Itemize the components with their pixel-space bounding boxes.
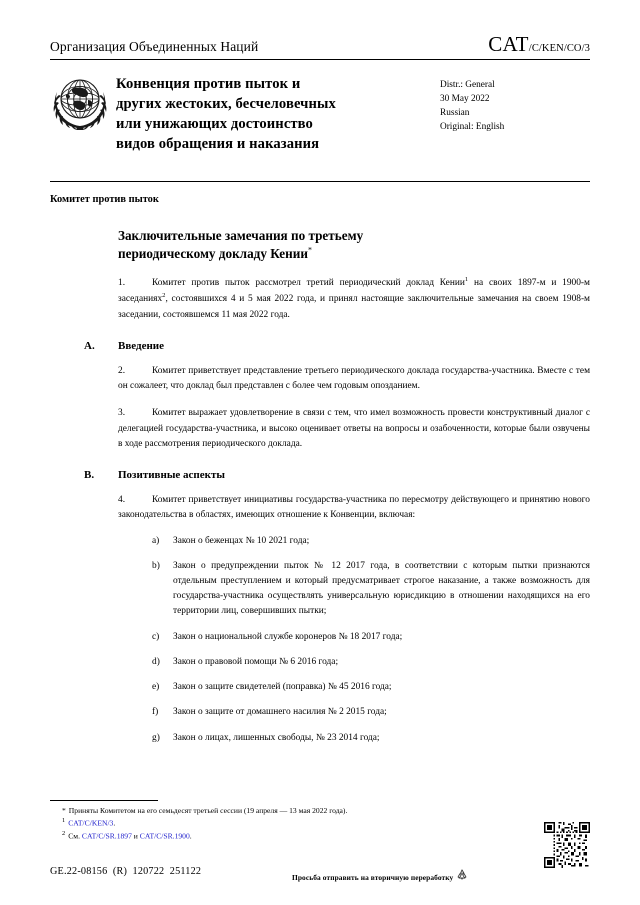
footnote-2-link-2[interactable]: CAT/C/SR.1900 [139,831,190,841]
page-title-line-2-wrap [118,245,590,263]
paragraph-1-text-b: на своих 1897-м и 1900-м заседаниях [118,278,590,305]
masthead-divider [50,59,590,60]
qr-code-icon [544,822,590,868]
qr-code [544,822,590,873]
list-item [118,534,590,549]
paragraph-1-footnote-2: 2 [162,292,166,300]
distribution-original: Original: English [440,122,505,133]
convention-title-line-4: видов обращения и наказания [116,135,320,152]
list-item-marker: a) [152,535,160,546]
organization-name: Организация Объединенных Наций [50,39,259,55]
footnote-2-link-1[interactable]: CAT/C/SR.1897 [81,831,132,841]
list-item-text: Закон о предупреждении пыток № 12 2017 года, в соответствии с которым пытки признаются отдельным преступлением и который предусматривает строгое наказание, а также возможность для государства-участника осуществлять универсальную юрисдикцию в отношении находящихся на его территории лиц, совершивших пытки; [173,560,590,617]
paragraph-1-text-c: , состоявшихся 4 и 5 мая 2022 года, и принял настоящие заключительные замечания на своем 1908-м заседании, состоявшемся 11 мая 2022 года. [118,294,590,320]
list-item-marker: c) [152,631,160,642]
paragraph-4-number: 4. [118,495,126,506]
page-title-line-2: периодическому докладу Кении [118,245,308,261]
footnote-1-link[interactable]: CAT/C/KEN/3 [68,818,114,828]
title-band [50,71,590,167]
list-item [118,655,590,670]
page-title [118,227,590,263]
document-symbol [488,34,590,56]
convention-title [116,71,440,154]
paragraph-1-text-a: Комитет против пыток рассмотрел третий периодический доклад Кении [152,278,465,289]
paragraph-2 [118,364,590,394]
section-heading-a [84,340,590,352]
distribution-type: Distr.: General [440,80,495,90]
symbol-main: CAT [488,32,529,56]
list-item-text: Закон о защите от домашнего насилия № 2 2015 года; [173,707,387,718]
paragraph-4 [118,493,590,523]
section-a-title: Введение [118,339,165,352]
convention-title-line-2: других жестоких, бесчеловечных [116,95,336,112]
footnotes [50,800,590,842]
footnote-star-text: Приняты Комитетом на его семьдесят третьей сессии (19 апреля — 13 мая 2022 года). [68,806,348,815]
paragraph-3 [118,406,590,452]
page-title-line-1: Заключительные замечания по третьему [118,228,364,243]
footnote-2 [50,829,590,842]
list-item-marker: e) [152,682,160,693]
list-item [118,559,590,620]
distribution-language: Russian [440,108,470,119]
list-item-text: Закон о национальной службе коронеров № 18 2017 года; [173,631,403,642]
footnote-star-marker: * [62,806,66,815]
paragraph-1 [118,275,590,323]
list-item-text: Закон о защите свидетелей (поправка) № 45 2016 года; [173,682,392,693]
list-item [118,731,590,746]
un-emblem [50,71,116,133]
section-b-letter: B. [84,469,95,482]
paragraph-3-number: 3. [118,408,126,419]
footnote-2-tail: . [189,831,192,841]
page-footer [50,866,590,882]
distribution-block [440,71,590,135]
paragraph-2-number: 2. [118,365,126,376]
list-item-text: Закон о правовой помощи № 6 2016 года; [173,656,339,667]
convention-title-line-3: или унижающих достоинство [116,115,313,132]
convention-title-line-1: Конвенция против пыток и [116,76,301,92]
list-item-marker: f) [152,707,159,718]
paragraph-2-text: Комитет приветствует представление третьего периодического доклада государства-участника. Вместе с тем он сожалеет, что доклад был представлен с более чем годовым опозданием. [118,365,590,392]
masthead-row [50,34,590,56]
footnote-1-tail: . [113,818,116,828]
list-item [118,705,590,720]
paragraph-4-text: Комитет приветствует инициативы государства-участника по пересмотру действующего и принятию нового законодательства в областях, имеющих отношение к Конвенции, включая: [118,495,590,521]
list-item [118,630,590,645]
list-item-text: Закон о лицах, лишенных свободы, № 23 2014 года; [173,732,380,743]
list-item-marker: b) [152,560,160,571]
list-item-text: Закон о беженцах № 10 2021 года; [173,535,310,546]
footnote-star [50,805,590,816]
list-item-marker: d) [152,656,160,667]
distribution-date: 30 May 2022 [440,94,490,105]
section-heading-b [84,469,590,481]
paragraph-3-text: Комитет выражает удовлетворение в связи с тем, что имел возможность провести конструктивный диалог с делегацией государства-участника, и высоко оценивает ответы на вопросы и озабоченности, которые были озвучены в ходе рассмотрения периодического доклада. [118,408,590,449]
footnote-2-middle: и [131,831,140,841]
recycle-notice [292,868,469,887]
list-item [118,680,590,695]
un-emblem-icon [50,75,110,133]
footnote-2-prefix: См. [68,831,82,841]
footnote-separator [50,800,158,801]
symbol-suffix: /C/KEN/CO/3 [528,43,590,54]
list-item-marker: g) [152,732,160,743]
section-a-letter: A. [84,339,95,352]
paragraph-1-footnote-1: 1 [464,275,469,283]
ge-code: GE.22-08156 (R) 120722 251122 [50,866,202,877]
recycle-text: Просьба отправить на вторичную переработку [292,873,454,882]
page-title-footnote-marker: * [307,245,312,255]
footnote-1 [50,816,590,829]
paragraph-1-number: 1. [118,278,126,289]
footnote-2-marker: 2 [62,830,66,838]
masthead [50,0,590,60]
header-divider [50,181,590,182]
committee-name: Комитет против пыток [50,194,159,205]
section-b-title: Позитивные аспекты [118,469,225,482]
footnote-1-marker: 1 [62,817,66,825]
recycle-icon [455,868,469,887]
